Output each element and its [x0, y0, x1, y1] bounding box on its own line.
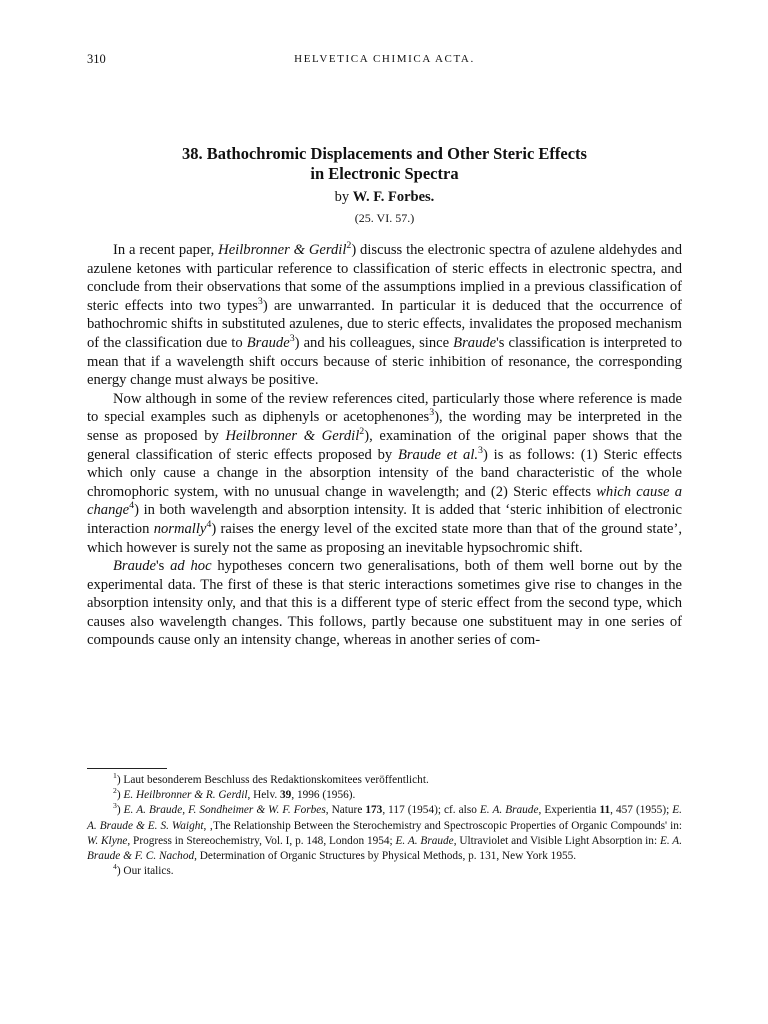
page-header — [87, 52, 682, 72]
italic-author: E. A. Braude & F. C. Nachod — [87, 834, 683, 863]
text-run: In a recent paper, — [113, 242, 219, 258]
page-number: 310 — [87, 52, 106, 66]
footnote-ref: 2 — [346, 240, 352, 252]
paragraph-3 — [87, 557, 682, 650]
footnote-ref: 2 — [359, 426, 365, 438]
text-run: ) discuss the electronic spectra of azulene aldehydes and azulene ketones with particular reference to classification of steric effects in electronic spectra, and conclude from their observations that some of the assumptions implied in a previous classification of steric effects into two types — [87, 242, 682, 314]
footnote-ref: 3 — [257, 295, 263, 307]
by-prefix: by — [334, 189, 350, 205]
volume-number: 173 — [365, 804, 383, 817]
italic-author: Braude — [246, 334, 290, 351]
text-run: , Nature — [325, 804, 366, 817]
footnote-text: ) Our italics. — [116, 865, 174, 878]
italic-emphasis: ad hoc — [170, 558, 212, 575]
italic-author: Braude et al. — [397, 446, 479, 463]
italic-author: E. A. Braude — [395, 834, 454, 847]
footnote-mark: 1 — [113, 771, 117, 781]
paragraph-1 — [87, 241, 682, 390]
journal-name: HELVETICA CHIMICA ACTA. — [294, 53, 475, 65]
italic-author: Heilbronner & Gerdil — [225, 427, 360, 444]
text-run: ) — [116, 804, 124, 817]
italic-author: Braude — [453, 334, 497, 351]
footnote-mark: 3 — [113, 801, 117, 811]
text-run: ) in both wavelength and absorption intensity. It is added that ‘steric inhibition of electronic interaction — [87, 502, 682, 537]
text-run: , Experientia — [538, 804, 600, 817]
italic-author: E. A. Braude, F. Sondheimer & W. F. Forbes — [123, 804, 326, 817]
italic-emphasis: which cause a change — [87, 483, 682, 519]
volume-number: 39 — [280, 789, 292, 802]
footnote-ref: 4 — [206, 519, 212, 531]
footnote-4 — [87, 864, 682, 879]
footnote-text: ) Laut besonderem Beschluss des Redaktionskomitees veröffentlicht. — [116, 774, 429, 786]
italic-author: E. A. Braude & E. S. Waight — [87, 804, 683, 832]
text-run: ) is as follows: (1) Steric effects which only cause a change in the absorption intensity of the band characteristic of the whole chromophoric system, with no unusual change in wavelength; and (2) Steric effects — [87, 446, 682, 500]
text-run: ), the wording may be interpreted in the sense as proposed by — [87, 409, 682, 444]
article-title — [87, 144, 682, 184]
text-run: 's — [155, 558, 171, 575]
footnote-mark: 4 — [113, 862, 117, 872]
text-run: , Determination of Organic Structures by Physical Methods, p. 131, New York 1955. — [194, 850, 577, 863]
text-run: ) raises the energy level of the excited state more than that of the ground state’, which however is surely not the same as proposing an inevitable hypsochromic shift. — [87, 520, 682, 556]
italic-author: E. Heilbronner & R. Gerdil — [123, 789, 248, 802]
text-run: , Progress in Stereochemistry, Vol. I, p. 148, London 1954; — [127, 834, 396, 847]
text-run: , Helv. — [247, 789, 281, 802]
received-date: (25. VI. 57.) — [354, 211, 415, 225]
author-name: W. F. Forbes. — [352, 189, 435, 205]
paragraph-2 — [87, 390, 682, 557]
footnote-separator — [87, 768, 167, 769]
volume-number: 11 — [599, 804, 611, 817]
footnote-ref: 4 — [129, 500, 135, 512]
text-run: Now although in some of the review references cited, particularly those where reference is made to special examples such as diphenyls or acetophenones — [87, 390, 682, 426]
footnote-2 — [87, 788, 682, 803]
footnote-ref: 3 — [429, 407, 435, 419]
title-line-2: in Electronic Spectra — [310, 164, 459, 183]
footnote-1 — [87, 773, 682, 788]
italic-author: Braude — [113, 558, 156, 575]
text-run: , 457 (1955); — [610, 804, 673, 817]
footnote-ref: 3 — [478, 444, 483, 456]
text-run: , Ultraviolet and Visible Light Absorption in: — [453, 834, 660, 847]
title-line-1: 38. Bathochromic Displacements and Other Steric Effects — [182, 144, 587, 163]
italic-author: E. A. Braude — [479, 804, 539, 817]
text-run: ) and his colleagues, since — [294, 334, 454, 351]
footnote-mark: 2 — [113, 786, 117, 796]
italic-author: Heilbronner & Gerdil — [218, 242, 347, 258]
text-run: , ‚The Relationship Between the Sterochemistry and Spectroscopic Properties of Organic Compounds' in: — [203, 819, 682, 832]
text-run: , 1996 (1956). — [291, 789, 356, 802]
footnotes — [87, 773, 682, 879]
text-run: 's classification is interpreted to mean that if a wavelength shift occurs because of steric inhibition of resonance, the corresponding energy change must always be positive. — [87, 334, 682, 389]
text-run: ) are unwarranted. In particular it is deduced that the occurrence of bathochromic shifts in substituted azulenes, due to steric effects, invalidates the proposed mechanism of the classification due to — [87, 297, 682, 351]
footnote-3 — [87, 803, 682, 864]
text-run: ) — [116, 789, 124, 802]
italic-author: W. Klyne — [87, 834, 128, 847]
text-run: , 117 (1954); cf. also — [382, 804, 480, 817]
italic-emphasis: normally — [153, 520, 207, 537]
footnote-ref: 3 — [289, 333, 295, 345]
text-run: hypotheses concern two generalisations, both of them well borne out by the experimental data. The first of these is that steric interactions sometimes give rise to changes in the absorption intensity only, and that this is a different type of steric effect from the second type, which causes also wavelength changes. This follows, partly because one substituent may in one series of compounds cause only an intensity change, whereas in another series of com- — [87, 558, 682, 649]
byline — [87, 189, 682, 206]
text-run: ), examination of the original paper shows that the general classification of steric effects proposed by — [87, 427, 682, 463]
body-text — [87, 241, 682, 650]
